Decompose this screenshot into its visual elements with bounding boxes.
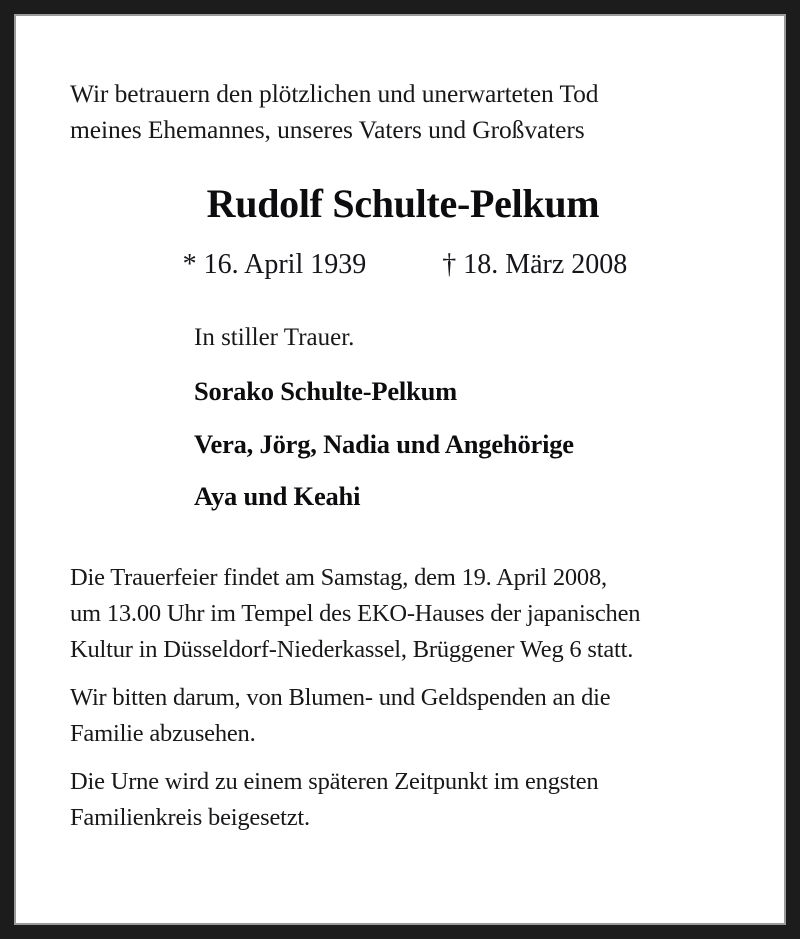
mourning-block [70, 325, 746, 510]
mourning-lead: In stiller Trauer. [194, 324, 355, 351]
urn-line-2: Familienkreis beigesetzt. [70, 803, 310, 831]
ceremony-line-1: Die Trauerfeier findet am Samstag, dem 19. April 2008, [70, 563, 607, 591]
ceremony-line-3: Kultur in Düsseldorf-Niederkassel, Brüggener Weg 6 statt. [70, 635, 634, 663]
obituary-notice-card [16, 16, 784, 923]
list-item: Vera, Jörg, Nadia und Angehörige [194, 428, 574, 459]
list-item: Aya und Keahi [194, 481, 361, 511]
donations-line-2: Familie abzusehen. [70, 719, 256, 747]
death-cross-icon: † [442, 249, 457, 280]
death-date: 18. März 2008 [463, 249, 628, 280]
mourners-list [194, 378, 746, 510]
intro-text [70, 76, 746, 148]
birth-symbol-icon: * [182, 249, 197, 280]
intro-line-2: meines Ehemannes, unseres Vaters und Großvaters [70, 115, 585, 144]
ceremony-line-2: um 13.00 Uhr im Tempel des EKO-Hauses der japanischen [70, 599, 641, 627]
urn-paragraph [70, 764, 746, 836]
intro-line-1: Wir betrauern den plötzlichen und unerwarteten Tod [70, 79, 599, 108]
birth-date: 16. April 1939 [203, 249, 367, 280]
donations-line-1: Wir bitten darum, von Blumen- und Geldspenden an die [70, 683, 611, 711]
list-item: Sorako Schulte-Pelkum [194, 376, 458, 406]
donations-paragraph [70, 680, 746, 752]
details-block [70, 560, 746, 836]
urn-line-1: Die Urne wird zu einem späteren Zeitpunkt im engsten [70, 767, 599, 795]
life-dates [70, 251, 746, 279]
deceased-name: Rudolf Schulte-Pelkum [206, 181, 600, 226]
ceremony-paragraph [70, 560, 746, 668]
